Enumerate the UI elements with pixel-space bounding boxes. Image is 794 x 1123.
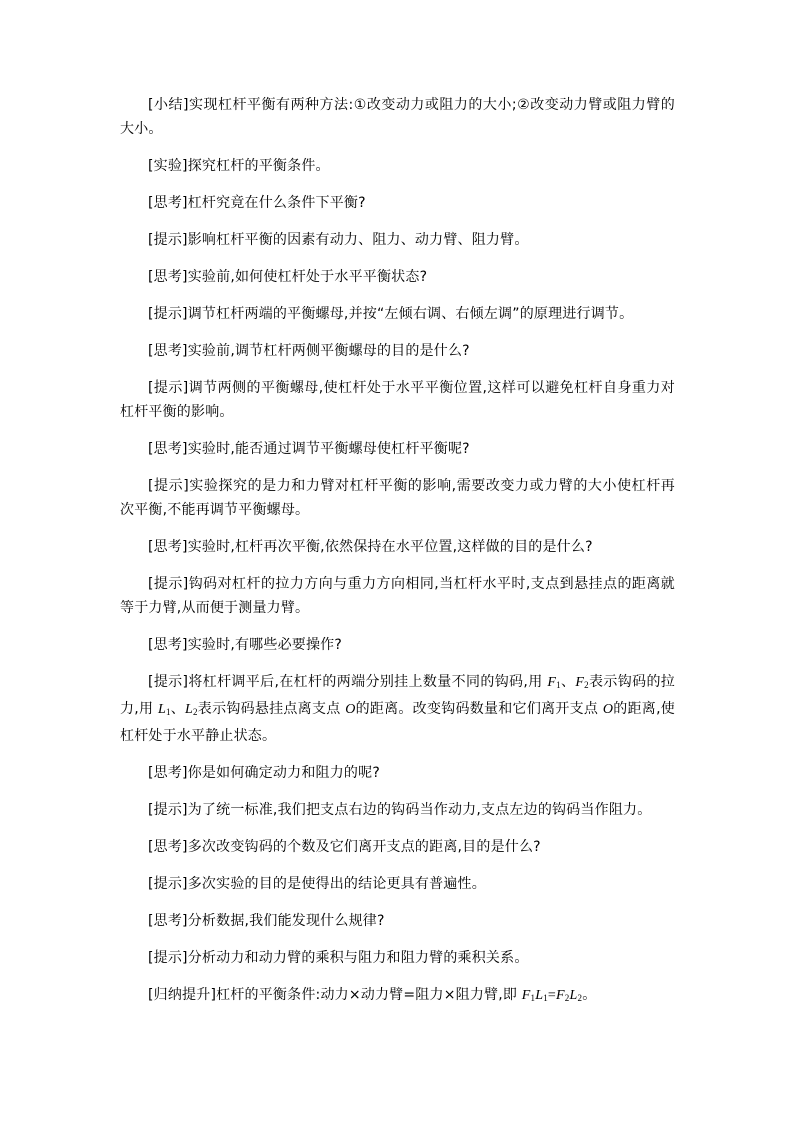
paragraph-text: 实验时,能否通过调节平衡螺母使杠杆平衡呢? xyxy=(187,441,470,457)
paragraph-tag: [思考] xyxy=(148,195,188,211)
document-body xyxy=(120,93,675,1023)
paragraph-text: 实验前,如何使杠杆处于水平平衡状态? xyxy=(187,269,428,285)
paragraph-text: 表示钩码的拉力,用 xyxy=(120,674,676,717)
paragraph-text: 杠杆究竟在什么条件下平衡? xyxy=(187,195,366,211)
paragraph-text: 探究杠杆的平衡条件。 xyxy=(187,158,330,174)
paragraph-hint xyxy=(120,376,675,424)
force-symbol: $F_2$ xyxy=(575,675,589,690)
paragraph-question xyxy=(120,835,675,859)
paragraph-tag: [提示] xyxy=(148,950,188,966)
paragraph-text: 将杠杆调平后,在杠杆的两端分别挂上数量不同的钩码,用 xyxy=(188,674,548,690)
paragraph-text: 实验时,有哪些必要操作? xyxy=(187,637,343,653)
paragraph-tag: [实验] xyxy=(148,158,188,174)
paragraph-conclusion xyxy=(120,983,675,1010)
paragraph-question xyxy=(120,339,675,363)
paragraph-tag: [提示] xyxy=(148,674,189,690)
pivot-symbol: O xyxy=(345,702,356,717)
paragraph-tag: [思考] xyxy=(148,637,188,653)
paragraph-text: 、 xyxy=(560,674,576,690)
paragraph-tag: [提示] xyxy=(148,232,188,248)
paragraph-text: 的距离。改变钩码数量和它们离开支点 xyxy=(355,701,603,717)
paragraph-summary xyxy=(120,93,675,141)
paragraph-text: 钩码对杠杆的拉力方向与重力方向相同,当杠杆水平时,支点到悬挂点的距离就等于力臂,从而便于测量力臂。 xyxy=(120,576,675,616)
paragraph-text: 调节杠杆两端的平衡螺母,并按“左倾右调、右倾左调”的原理进行调节。 xyxy=(187,306,634,322)
paragraph-text: 的距离,使杠杆处于水平静止状态。 xyxy=(120,701,675,744)
paragraph-hint xyxy=(120,798,675,822)
paragraph-text: 为了统一标准,我们把支点右边的钩码当作动力,支点左边的钩码当作阻力。 xyxy=(187,802,652,818)
arm-symbol: $L_2$ xyxy=(185,702,198,717)
paragraph-text: 、 xyxy=(170,701,186,717)
paragraph-tag: [思考] xyxy=(148,343,188,359)
paragraph-tag: [提示] xyxy=(148,876,188,892)
paragraph-text: 影响杠杆平衡的因素有动力、阻力、动力臂、阻力臂。 xyxy=(187,232,529,248)
paragraph-hint xyxy=(120,302,675,326)
paragraph-hint xyxy=(120,474,675,522)
paragraph-text: 分析数据,我们能发现什么规律? xyxy=(187,913,385,929)
paragraph-text: 实验时,杠杆再次平衡,依然保持在水平位置,这样做的目的是什么? xyxy=(187,539,593,555)
paragraph-text: 多次实验的目的是使得出的结论更具有普遍性。 xyxy=(187,876,486,892)
paragraph-hint xyxy=(120,572,675,620)
paragraph-hint-with-formula xyxy=(120,670,675,748)
paragraph-question xyxy=(120,535,675,559)
paragraph-question xyxy=(120,761,675,785)
paragraph-question xyxy=(120,633,675,657)
paragraph-experiment xyxy=(120,154,675,178)
paragraph-hint xyxy=(120,228,675,252)
paragraph-tag: [思考] xyxy=(148,765,188,781)
paragraph-question xyxy=(120,909,675,933)
paragraph-text: 调节两侧的平衡螺母,使杠杆处于水平平衡位置,这样可以避免杠杆自身重力对杠杆平衡的影响。 xyxy=(120,380,675,420)
paragraph-text: 分析动力和动力臂的乘积与阻力和阻力臂的乘积关系。 xyxy=(187,950,529,966)
paragraph-question xyxy=(120,265,675,289)
paragraph-tag: [提示] xyxy=(148,802,188,818)
paragraph-tag: [思考] xyxy=(148,839,188,855)
paragraph-tag: [归纳提升] xyxy=(148,987,217,1003)
paragraph-question xyxy=(120,191,675,215)
paragraph-tag: [提示] xyxy=(148,576,189,592)
paragraph-hint xyxy=(120,946,675,970)
paragraph-text: 多次改变钩码的个数及它们离开支点的距离,目的是什么? xyxy=(187,839,541,855)
paragraph-tag: [思考] xyxy=(148,913,188,929)
paragraph-tag: [思考] xyxy=(148,539,188,555)
balance-formula: $F_1L_1=F_2L_2$ xyxy=(521,988,583,1003)
paragraph-text: 实验前,调节杠杆两侧平衡螺母的目的是什么? xyxy=(187,343,470,359)
paragraph-text: 实验探究的是力和力臂对杠杆平衡的影响,需要改变力或力臂的大小使杠杆再次平衡,不能再调节平衡螺母。 xyxy=(120,478,676,518)
paragraph-tag: [提示] xyxy=(148,380,189,396)
paragraph-tag: [思考] xyxy=(148,269,188,285)
paragraph-tag: [小结] xyxy=(148,97,189,113)
paragraph-hint xyxy=(120,872,675,896)
paragraph-question xyxy=(120,437,675,461)
pivot-symbol: O xyxy=(602,702,614,717)
force-symbol: $F_1$ xyxy=(547,675,561,690)
paragraph-text: 你是如何确定动力和阻力的呢? xyxy=(187,765,380,781)
paragraph-tag: [思考] xyxy=(148,441,188,457)
paragraph-tag: [提示] xyxy=(148,306,188,322)
arm-symbol: $L_1$ xyxy=(157,702,171,717)
paragraph-text: 杠杆的平衡条件:动力×动力臂=阻力×阻力臂,即 xyxy=(216,987,522,1003)
paragraph-text: 表示钩码悬挂点离支点 xyxy=(197,701,346,717)
paragraph-text: 。 xyxy=(582,987,597,1003)
paragraph-tag: [提示] xyxy=(148,478,189,494)
paragraph-text: 实现杠杆平衡有两种方法:①改变动力或阻力的大小;②改变动力臂或阻力臂的大小。 xyxy=(120,97,675,137)
